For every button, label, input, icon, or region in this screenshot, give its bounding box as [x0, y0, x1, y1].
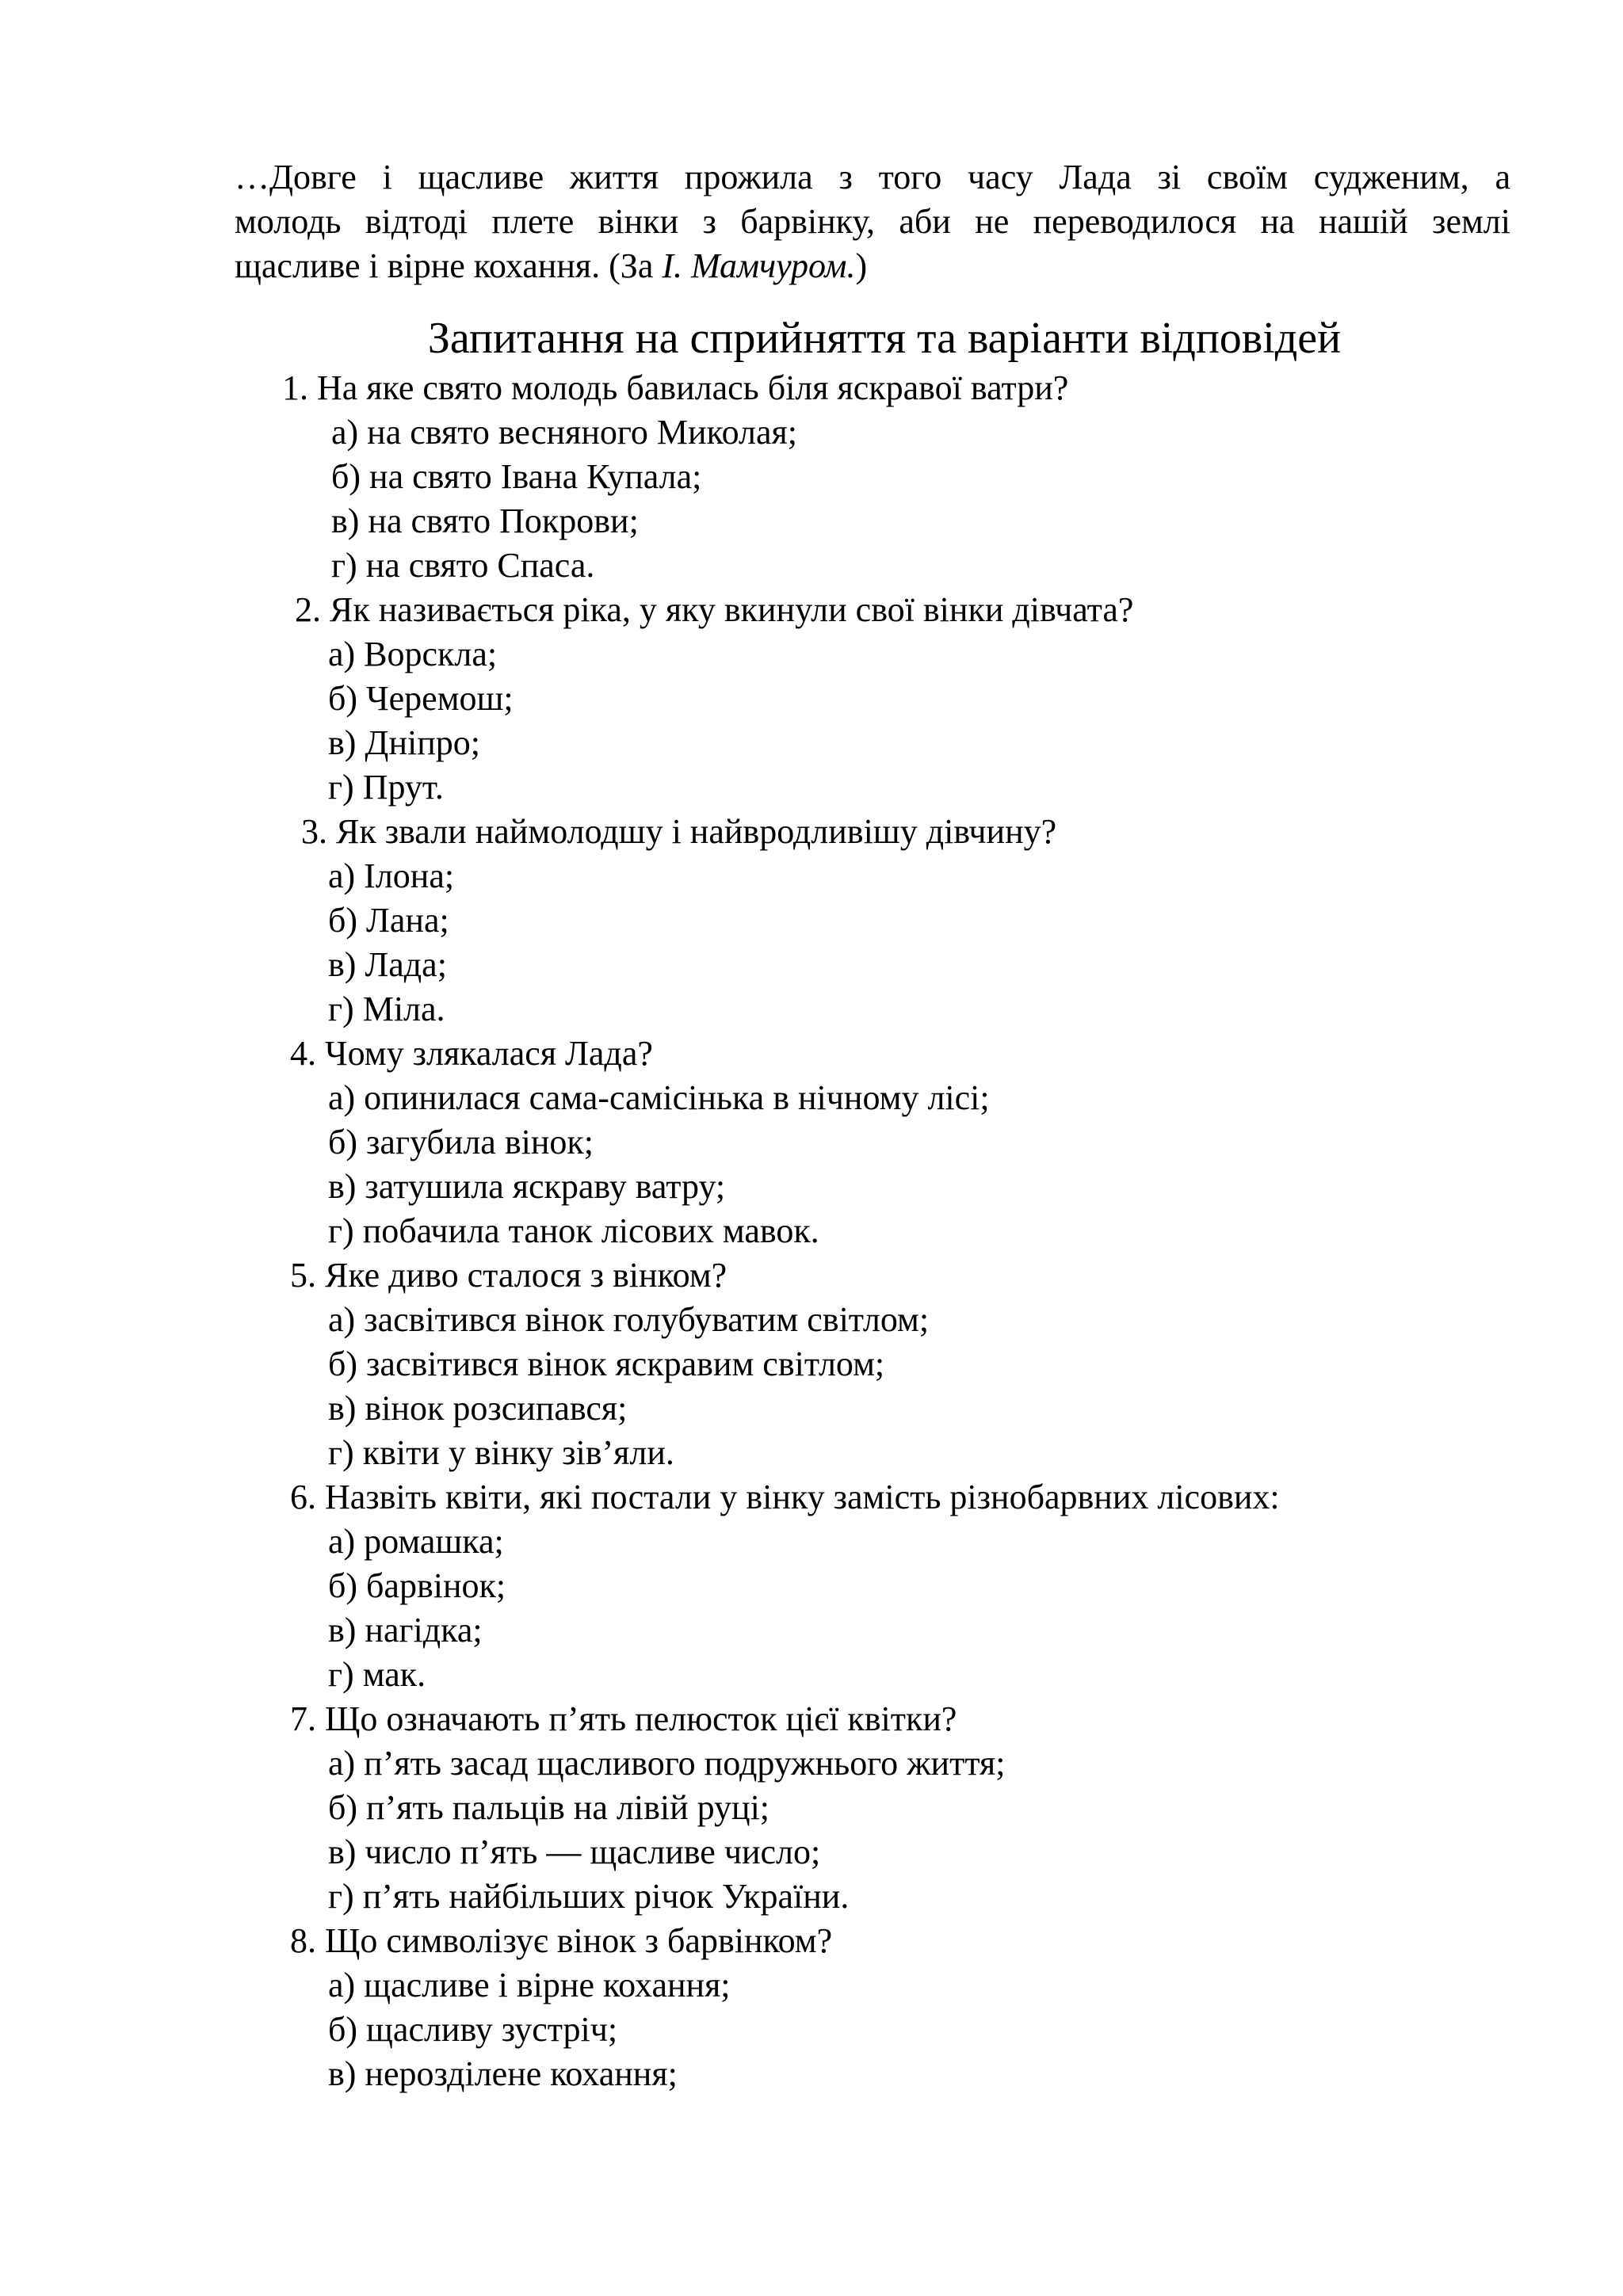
option-b: б) барвінок; — [328, 1566, 506, 1605]
option-b: б) на свято Івана Купала; — [331, 457, 702, 496]
intro-line-2: молодь відтоді плете вінки з барвінку, аби не переводилося на нашій землі — [235, 202, 1510, 241]
option-v: в) затушила яскраву ватру; — [328, 1167, 726, 1206]
option-g: г) на свято Спаса. — [331, 546, 595, 585]
option-a: а) засвітився вінок голубуватим світлом; — [328, 1300, 930, 1339]
question-1 — [235, 366, 1510, 588]
question-text: 5. Яке диво сталося з вінком? — [290, 1256, 727, 1295]
options-list — [235, 632, 1510, 810]
option-b: б) Лана; — [328, 901, 449, 940]
question-7 — [235, 1697, 1510, 1919]
question-text: 3. Як звали наймолодшу і найвродливішу дівчину? — [301, 812, 1057, 851]
options-list — [235, 1076, 1510, 1253]
option-a: а) опинилася сама-самісінька в нічному лісі; — [328, 1078, 990, 1117]
option-v: в) число п’ять — щасливе число; — [328, 1833, 821, 1871]
options-list — [235, 1741, 1510, 1919]
option-b: б) Черемош; — [328, 679, 514, 718]
option-b: б) загубила вінок; — [328, 1123, 594, 1161]
option-g: г) побачила танок лісових мавок. — [328, 1211, 819, 1250]
options-list — [235, 854, 1510, 1032]
option-g: г) Міла. — [328, 990, 445, 1028]
option-v: в) Дніпро; — [328, 723, 480, 762]
question-5 — [235, 1253, 1510, 1475]
question-text: 8. Що символізує вінок з барвінком? — [290, 1921, 833, 1960]
option-a: а) щасливе і вірне кохання; — [328, 1966, 731, 2004]
option-v: в) на свято Покрови; — [331, 502, 639, 540]
option-b: б) щасливу зустріч; — [328, 2010, 618, 2049]
option-g: г) Прут. — [328, 768, 444, 807]
document-page — [235, 155, 1510, 2096]
option-g: г) мак. — [328, 1655, 426, 1694]
question-6 — [235, 1475, 1510, 1697]
option-v: в) нерозділене кохання; — [328, 2054, 678, 2093]
question-text: 6. Назвіть квіти, які постали у вінку замість різнобарвних лісових: — [290, 1478, 1280, 1516]
intro-author: І. Мамчуром. — [662, 246, 856, 285]
intro-line-3 — [235, 244, 1510, 288]
question-text: 7. Що означають п’ять пелюсток цієї квітки? — [290, 1699, 957, 1738]
option-g: г) п’ять найбільших річок України. — [328, 1877, 850, 1916]
options-list — [235, 1963, 1510, 2096]
question-text: 4. Чому злякалася Лада? — [290, 1034, 653, 1073]
options-list — [235, 410, 1510, 588]
intro-line-3-text: щасливе і вірне кохання. (За — [235, 246, 663, 285]
option-v: в) нагідка; — [328, 1611, 483, 1650]
question-text: 2. Як називається ріка, у яку вкинули свої вінки дівчата? — [295, 590, 1134, 629]
options-list — [235, 1298, 1510, 1475]
option-a: а) ромашка; — [328, 1522, 504, 1561]
intro-line-3-close: ) — [855, 246, 868, 285]
option-a: а) Ворскла; — [328, 635, 498, 673]
options-list — [235, 1520, 1510, 1697]
option-b: б) п’ять пальців на лівій руці; — [328, 1788, 770, 1827]
intro-line-1: …Довге і щасливе життя прожила з того часу Лада зі своїм судженим, а — [235, 158, 1510, 196]
option-a: а) Ілона; — [328, 856, 455, 895]
question-3 — [235, 810, 1510, 1032]
option-v: в) вінок розсипався; — [328, 1389, 628, 1428]
question-4 — [235, 1032, 1510, 1253]
question-text: 1. На яке свято молодь бавилась біля яскравої ватри? — [282, 368, 1069, 407]
option-a: а) на свято весняного Миколая; — [331, 413, 798, 452]
option-b: б) засвітився вінок яскравим світлом; — [328, 1344, 885, 1383]
question-list — [235, 366, 1510, 2096]
option-v: в) Лада; — [328, 945, 447, 984]
intro-paragraph — [235, 155, 1510, 288]
question-8 — [235, 1919, 1510, 2096]
option-a: а) п’ять засад щасливого подружнього життя; — [328, 1744, 1006, 1783]
option-g: г) квіти у вінку зів’яли. — [328, 1433, 674, 1472]
question-2 — [235, 588, 1510, 810]
section-title: Запитання на сприйняття та варіанти відповідей — [427, 314, 1342, 363]
